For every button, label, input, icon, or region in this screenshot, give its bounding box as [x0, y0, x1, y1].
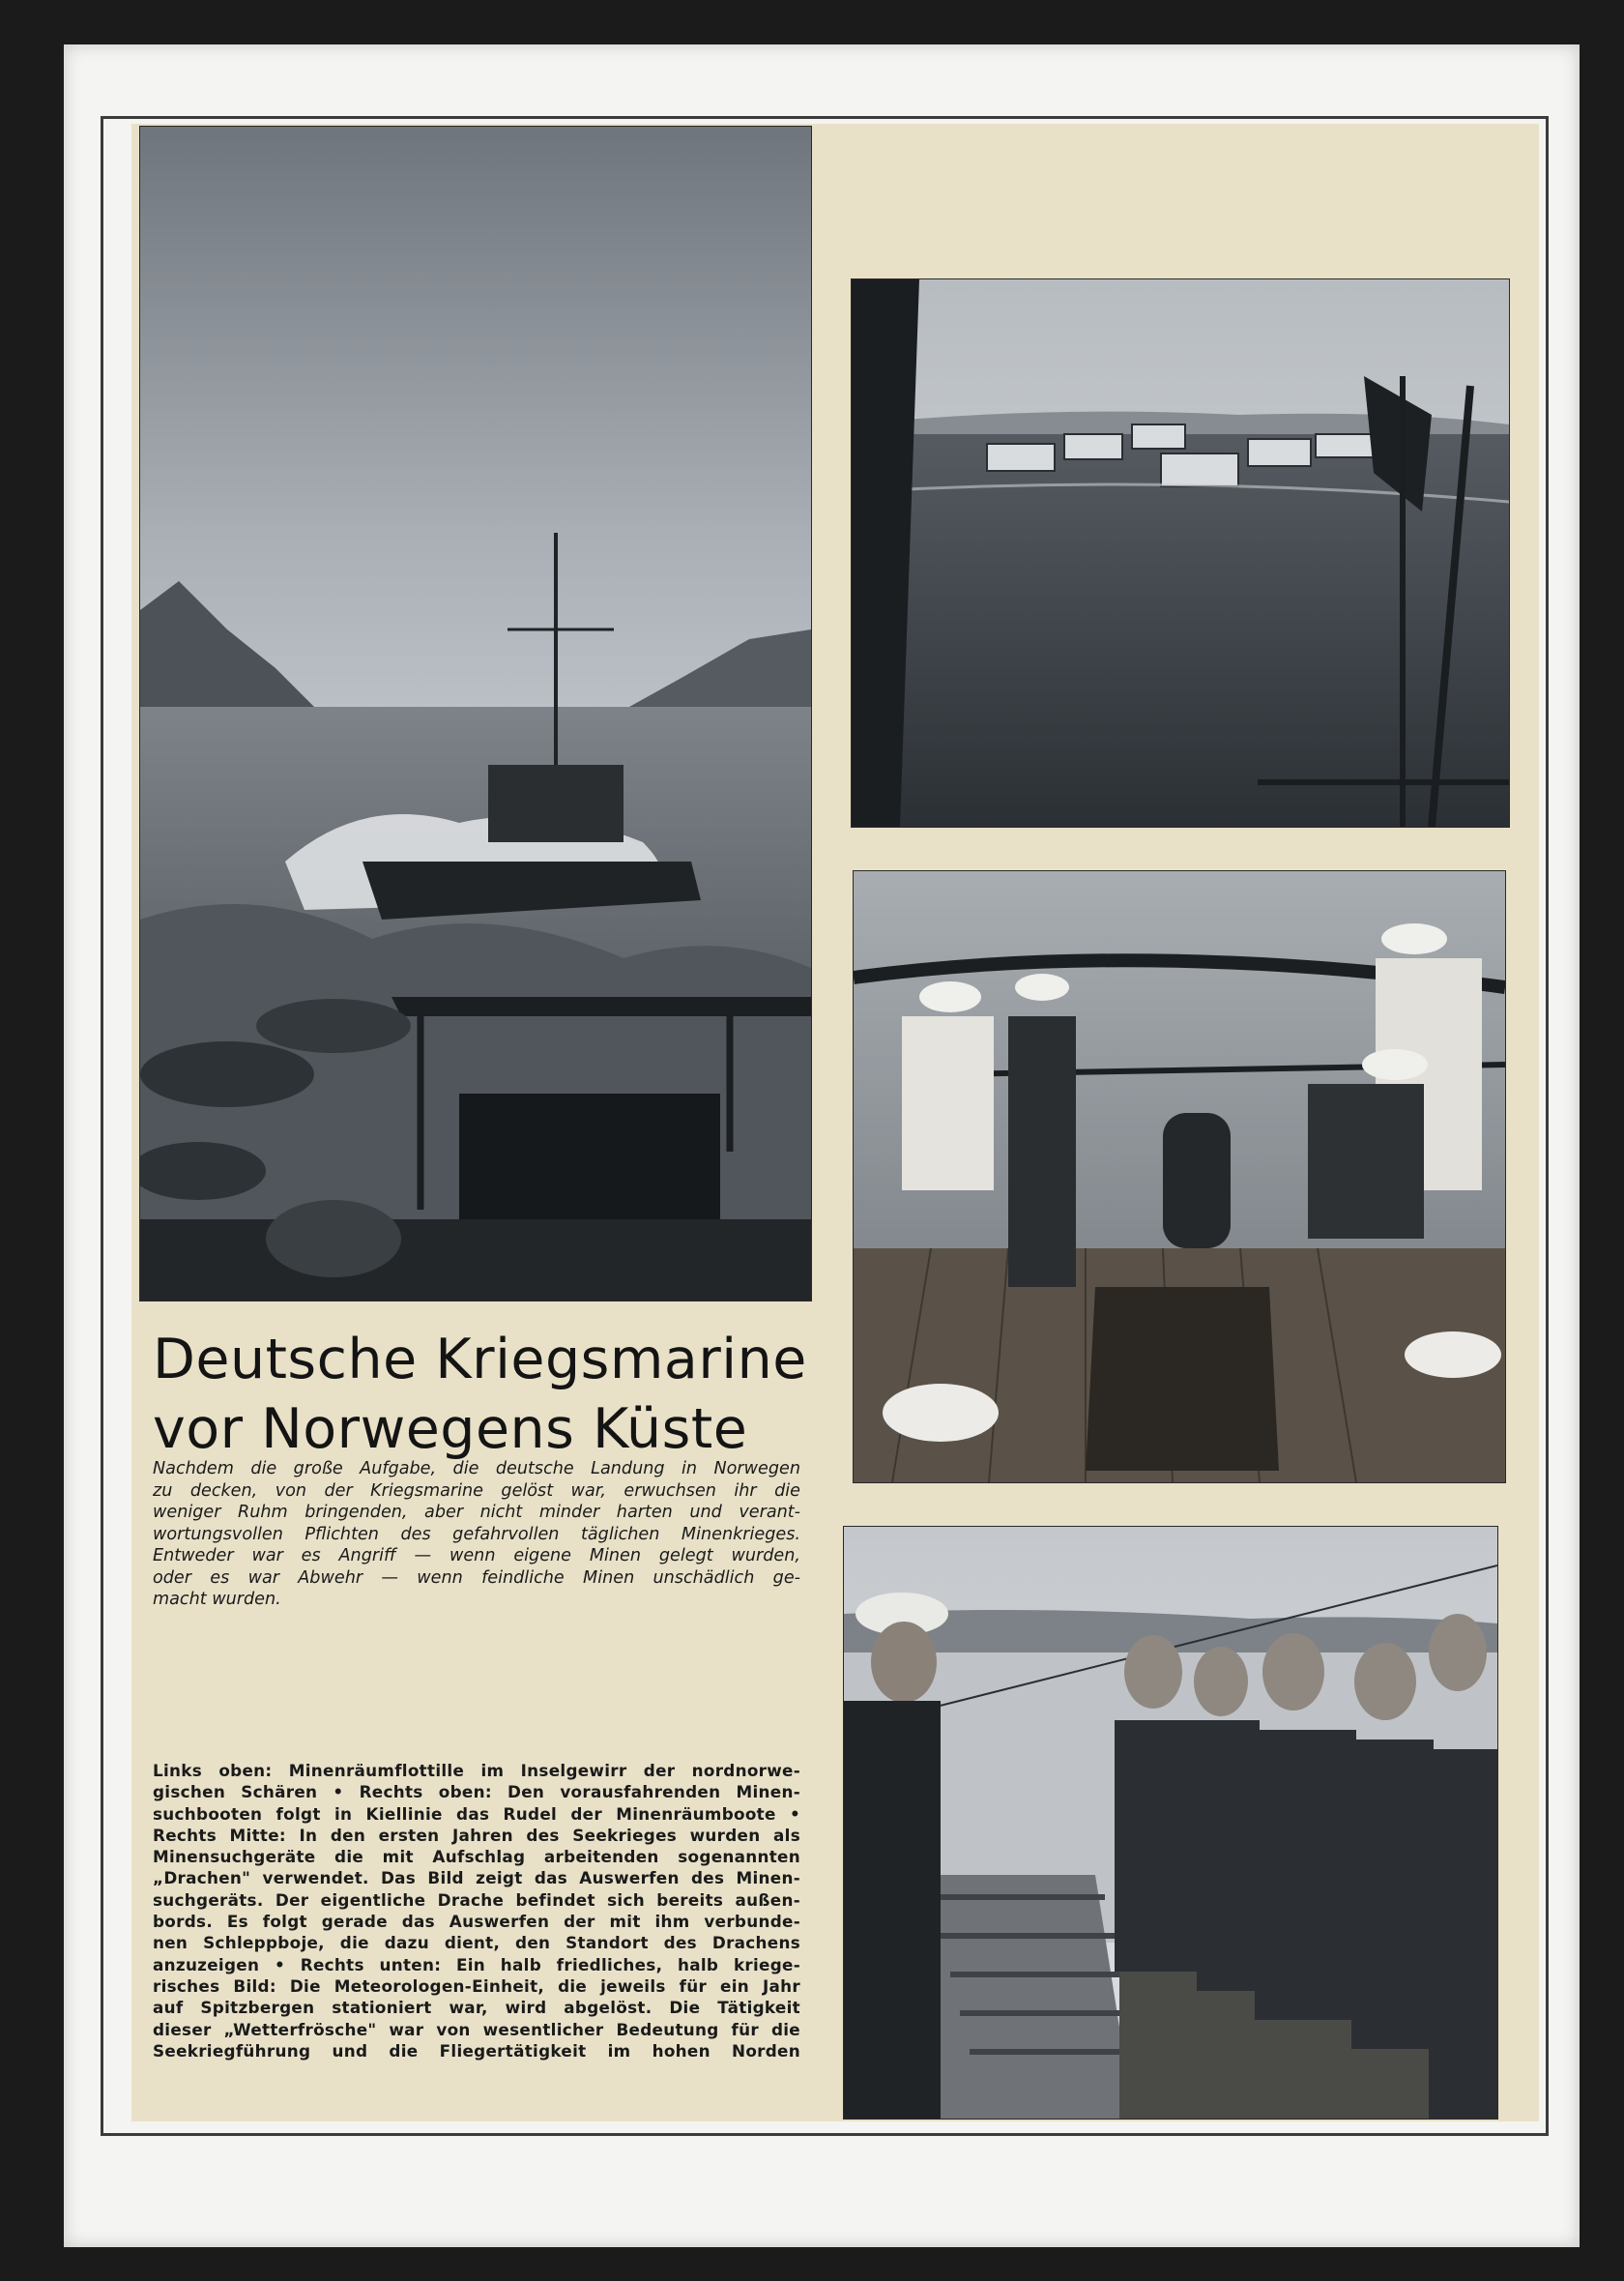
- intro-line: Nachdem die große Aufgabe, die deutsche Landung in Norwegen: [153, 1459, 800, 1478]
- caption-line: „Drachen" verwendet. Das Bild zeigt das Auswerfen des Minen-: [153, 1868, 800, 1888]
- photo-captions: [153, 1760, 800, 2062]
- photo-meteorologist-unit: [843, 1526, 1498, 2120]
- caption-line: bords. Es folgt gerade das Auswerfen der mit ihm verbunde-: [153, 1912, 800, 1932]
- caption-line: Minensuchgeräte die mit Aufschlag arbeitenden sogenannten: [153, 1847, 800, 1867]
- caption-line: Rechts Mitte: In den ersten Jahren des Seekrieges wurden als: [153, 1825, 800, 1845]
- caption-line: nen Schleppboje, die dazu dient, den Standort des Drachens: [153, 1933, 800, 1953]
- headline-line-1: Deutsche Kriegsmarine: [153, 1328, 807, 1391]
- photo-minesweeper-flotilla: [139, 126, 812, 1301]
- intro-line: wortungsvollen Pflichten des gefahrvollen täglichen Minenkrieges.: [153, 1524, 800, 1544]
- photo-meteorologist-unit-image: [844, 1527, 1497, 2119]
- photo-deploying-kite-image: [854, 871, 1505, 1482]
- caption-line: Links oben: Minenräumflottille im Inselgewirr der nordnorwe-: [153, 1761, 800, 1780]
- intro-line: Entweder war es Angriff — wenn eigene Minen gelegt wurden,: [153, 1546, 800, 1565]
- headline-line-2: vor Norwegens Küste: [153, 1397, 748, 1461]
- intro-line: oder es war Abwehr — wenn feindliche Minen unschädlich ge-: [153, 1567, 800, 1588]
- intro-line: weniger Ruhm bringenden, aber nicht minder harten und verant-: [153, 1503, 800, 1522]
- caption-line: auf Spitzbergen stationiert war, wird abgelöst. Die Tätigkeit: [153, 1998, 800, 2018]
- article-intro: [153, 1458, 800, 1611]
- photo-minesweeper-pack: [851, 278, 1510, 828]
- intro-line: macht wurden.: [153, 1590, 281, 1609]
- intro-line: zu decken, von der Kriegsmarine gelöst war, erwuchsen ihr die: [153, 1480, 800, 1501]
- caption-line: suchgeräts. Der eigentliche Drache befindet sich bereits außen-: [153, 1889, 800, 1910]
- caption-line: anzuzeigen • Rechts unten: Ein halb friedliches, halb kriege-: [153, 1954, 800, 1974]
- caption-line: Seekriegführung und die Fliegertätigkeit im hohen Norden: [153, 2040, 800, 2061]
- article-headline: [153, 1325, 820, 1464]
- photo-deploying-kite: [853, 870, 1506, 1483]
- photo-minesweeper-flotilla-image: [140, 127, 811, 1301]
- caption-line: dieser „Wetterfrösche" war von wesentlicher Bedeutung für die: [153, 2019, 800, 2039]
- photo-minesweeper-pack-image: [852, 279, 1509, 827]
- caption-line: suchbooten folgt in Kiellinie das Rudel der Minenräumboote •: [153, 1803, 800, 1824]
- caption-line: risches Bild: Die Meteorologen-Einheit, die jeweils für ein Jahr: [153, 1975, 800, 1996]
- caption-line: gischen Schären • Rechts oben: Den vorausfahrenden Minen-: [153, 1782, 800, 1802]
